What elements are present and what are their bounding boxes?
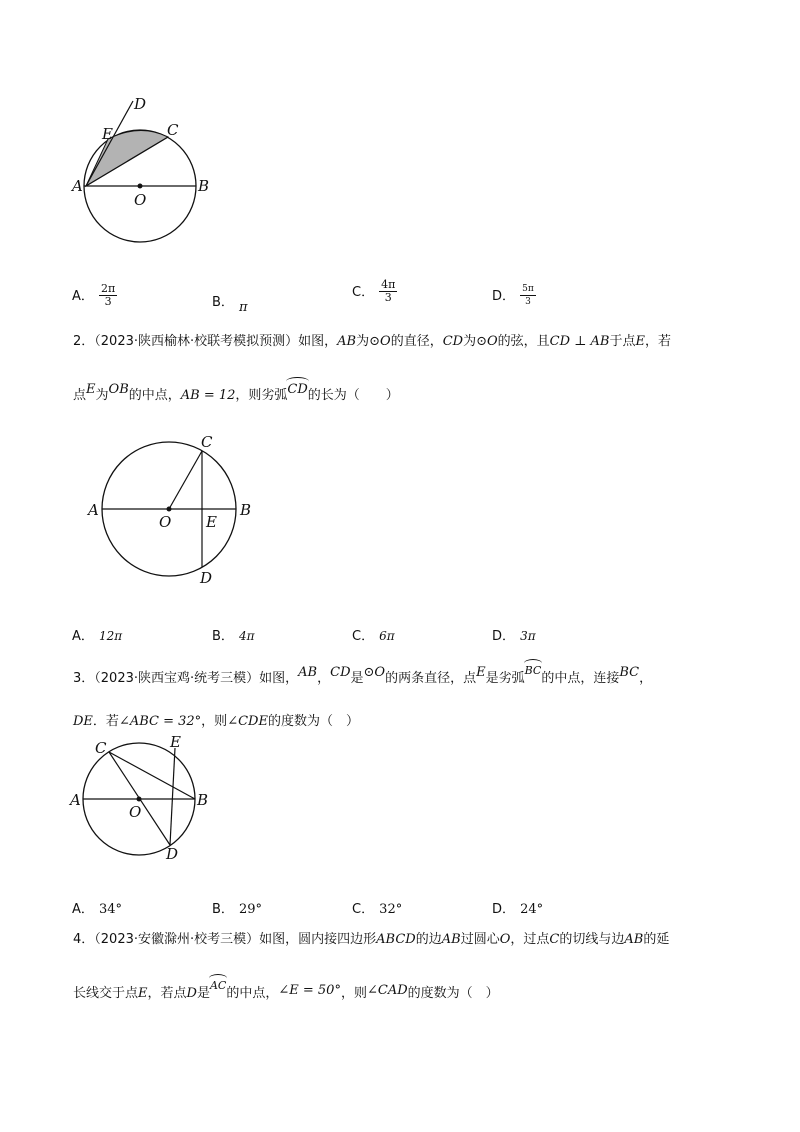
math: ⊙O <box>369 334 391 349</box>
fig2-label-E: E <box>206 513 217 531</box>
option-letter: C． <box>352 902 375 917</box>
figure-1 <box>60 95 230 265</box>
fig3-center-dot <box>137 797 142 802</box>
fig3-label-A: A <box>70 791 81 809</box>
text: ．若 <box>92 714 119 729</box>
text: 为 <box>356 334 370 349</box>
text: 如图，圆内接四边形 <box>259 932 377 947</box>
option-value: 4π <box>239 629 255 643</box>
text: 的两条直径，点 <box>385 671 477 686</box>
q2-option-b[interactable] <box>212 625 255 644</box>
q2-option-a[interactable] <box>72 625 122 644</box>
q1-option-b[interactable] <box>212 291 248 315</box>
arc-AC: AC <box>209 979 227 992</box>
fig2-label-O: O <box>159 513 172 531</box>
text: ，若 <box>645 334 672 349</box>
fig3-line-DE <box>170 748 175 845</box>
fraction-numerator: 5π <box>522 284 534 294</box>
math: CD <box>330 665 351 680</box>
question-number: 2． <box>73 334 95 349</box>
q1-option-c[interactable] <box>352 279 397 304</box>
fig1-label-O: O <box>134 191 147 209</box>
option-letter: B． <box>212 295 234 310</box>
math: ∠CDE <box>227 714 268 729</box>
option-value: 29° <box>239 902 263 917</box>
q4-stem-line1 <box>73 928 669 947</box>
fig2-label-D: D <box>200 569 213 587</box>
math: E <box>86 382 96 397</box>
arc-BC: BC <box>524 664 542 677</box>
fig1-center-dot <box>138 184 143 189</box>
q3-stem-line1 <box>73 664 653 686</box>
option-value: 34° <box>99 902 123 917</box>
question-source: （2023·安徽滁州·校考三模） <box>94 932 260 947</box>
text: ，若点 <box>147 986 187 1001</box>
text: 于点 <box>609 334 636 349</box>
fig1-label-D: D <box>134 95 147 113</box>
fig1-label-C: C <box>167 121 179 139</box>
fraction-denominator: 3 <box>525 297 531 307</box>
q2-option-d[interactable] <box>492 625 536 644</box>
option-letter: A． <box>72 902 94 917</box>
text: 如图， <box>259 671 299 686</box>
question-number: 4． <box>73 932 95 947</box>
text: 的直径， <box>390 334 443 349</box>
fig3-line-CB <box>109 752 195 799</box>
q4-stem-line2 <box>73 979 499 1001</box>
text: 的弦，且 <box>497 334 550 349</box>
text: 的中点， <box>128 388 181 403</box>
figure-2 <box>80 430 270 590</box>
option-value: 24° <box>520 902 544 917</box>
option-letter: C． <box>352 629 375 644</box>
q3-stem-line2 <box>73 710 359 729</box>
math: BC <box>619 665 640 680</box>
text: 为 <box>95 388 109 403</box>
math: E <box>635 334 645 349</box>
option-letter: B． <box>212 902 234 917</box>
text: 为 <box>463 334 477 349</box>
text: 是 <box>196 986 210 1001</box>
fig3-label-E: E <box>170 733 181 751</box>
text: 的切线与边 <box>559 932 625 947</box>
fig2-center-dot <box>167 507 172 512</box>
text: 的度数为（ ） <box>407 986 499 1001</box>
math: DE <box>73 714 93 729</box>
fig3-label-B: B <box>197 791 209 809</box>
option-letter: A． <box>72 289 94 304</box>
fraction-denominator: 3 <box>384 291 392 304</box>
question-source: （2023·陕西榆林·校联考模拟预测） <box>94 334 299 349</box>
option-value: 6π <box>379 629 395 643</box>
q2-option-c[interactable] <box>352 625 395 644</box>
text: ，过点 <box>510 932 550 947</box>
figure-3 <box>62 733 222 863</box>
option-value: 3π <box>520 629 536 643</box>
q3-option-a[interactable] <box>72 898 122 917</box>
option-letter: D． <box>492 902 516 917</box>
option-value: π <box>239 300 248 315</box>
math: ⊙O <box>476 334 498 349</box>
text: 的长为（ ） <box>307 388 399 403</box>
option-letter: D． <box>492 629 516 644</box>
fig2-label-B: B <box>240 501 252 519</box>
math: O <box>499 932 511 947</box>
math: ⊙O <box>363 665 386 680</box>
math: AB <box>441 932 461 947</box>
q3-option-c[interactable] <box>352 898 402 917</box>
math: AB <box>624 932 644 947</box>
text: 的边 <box>415 932 442 947</box>
text: ，则 <box>340 986 367 1001</box>
math: ∠ABC = 32° <box>118 714 202 729</box>
option-fraction <box>379 279 397 304</box>
text: 如图， <box>298 334 338 349</box>
option-fraction <box>520 283 536 308</box>
option-fraction <box>99 283 117 308</box>
math: E <box>138 986 148 1001</box>
text: 是劣弧 <box>485 671 525 686</box>
question-source: （2023·陕西宝鸡·统考三模） <box>94 671 260 686</box>
option-letter: B． <box>212 629 234 644</box>
math: D <box>186 986 197 1001</box>
option-value: 32° <box>379 902 403 917</box>
fraction-numerator: 2π <box>101 282 116 295</box>
math: CD ⊥ AB <box>549 334 610 349</box>
text: ， <box>317 671 331 686</box>
fig2-label-A: A <box>88 501 99 519</box>
fig3-label-C: C <box>95 739 107 757</box>
math: CD <box>442 334 464 349</box>
text: 是 <box>350 671 364 686</box>
text: 的度数为（ ） <box>267 714 359 729</box>
math: ABCD <box>376 932 416 947</box>
math: ∠CAD <box>366 983 408 998</box>
fig3-label-O: O <box>129 803 142 821</box>
fig1-label-B: B <box>198 177 210 195</box>
q1-option-a[interactable] <box>72 283 117 308</box>
text: 的中点，连接 <box>541 671 620 686</box>
math: AB = 12 <box>180 388 236 403</box>
q2-stem-line2 <box>73 384 399 403</box>
q2-stem-line1 <box>73 330 671 349</box>
text: ， <box>639 671 653 686</box>
text: 长线交于点 <box>73 986 139 1001</box>
arc-CD: CD <box>287 382 308 397</box>
math: AB <box>298 665 318 680</box>
math: OB <box>108 382 129 397</box>
q3-option-d[interactable] <box>492 898 543 917</box>
fig2-line-OC <box>169 451 202 509</box>
math: ∠E = 50° <box>278 983 341 998</box>
question-number: 3． <box>73 671 95 686</box>
text: 点 <box>73 388 87 403</box>
fig1-shaded-region <box>86 130 168 186</box>
text: ，则劣弧 <box>235 388 288 403</box>
fig3-label-D: D <box>166 845 179 863</box>
math: C <box>549 932 560 947</box>
fig1-label-E: E <box>102 125 113 143</box>
fig1-label-A: A <box>72 177 83 195</box>
text: 的中点， <box>226 986 279 1001</box>
option-value: 12π <box>99 629 123 643</box>
q1-option-d[interactable] <box>492 283 536 308</box>
fraction-denominator: 3 <box>104 295 112 308</box>
q3-option-b[interactable] <box>212 898 262 917</box>
option-letter: C． <box>352 285 375 300</box>
fraction-numerator: 4π <box>381 278 396 291</box>
text: 的延 <box>643 932 670 947</box>
fig2-label-C: C <box>201 433 213 451</box>
text: ，则 <box>201 714 228 729</box>
math: AB <box>337 334 357 349</box>
option-letter: D． <box>492 289 516 304</box>
math: E <box>476 665 486 680</box>
text: 过圆心 <box>460 932 500 947</box>
option-letter: A． <box>72 629 94 644</box>
